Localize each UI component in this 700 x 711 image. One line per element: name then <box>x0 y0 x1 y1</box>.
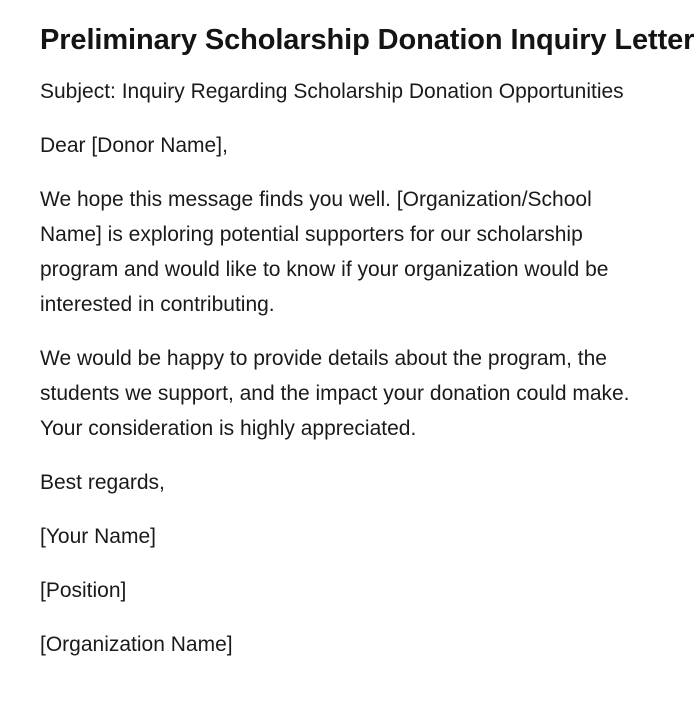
body-paragraph-2: We would be happy to provide details about the program, the students we support, and the impact your donation could make. Your consideration is highly appreciated. <box>40 347 630 440</box>
closing: Best regards, <box>40 471 165 494</box>
signature-name: [Your Name] <box>40 525 156 548</box>
signature-organization: [Organization Name] <box>40 633 233 656</box>
subject-line: Subject: Inquiry Regarding Scholarship Donation Opportunities <box>40 80 624 103</box>
page-title: Preliminary Scholarship Donation Inquiry Letter <box>40 24 695 56</box>
salutation: Dear [Donor Name], <box>40 134 228 157</box>
signature-position: [Position] <box>40 579 127 602</box>
body-paragraph-1: We hope this message finds you well. [Organization/School Name] is exploring potential supporters for our scholarship program and would like to know if your organization would be interested in contributing. <box>40 188 609 316</box>
